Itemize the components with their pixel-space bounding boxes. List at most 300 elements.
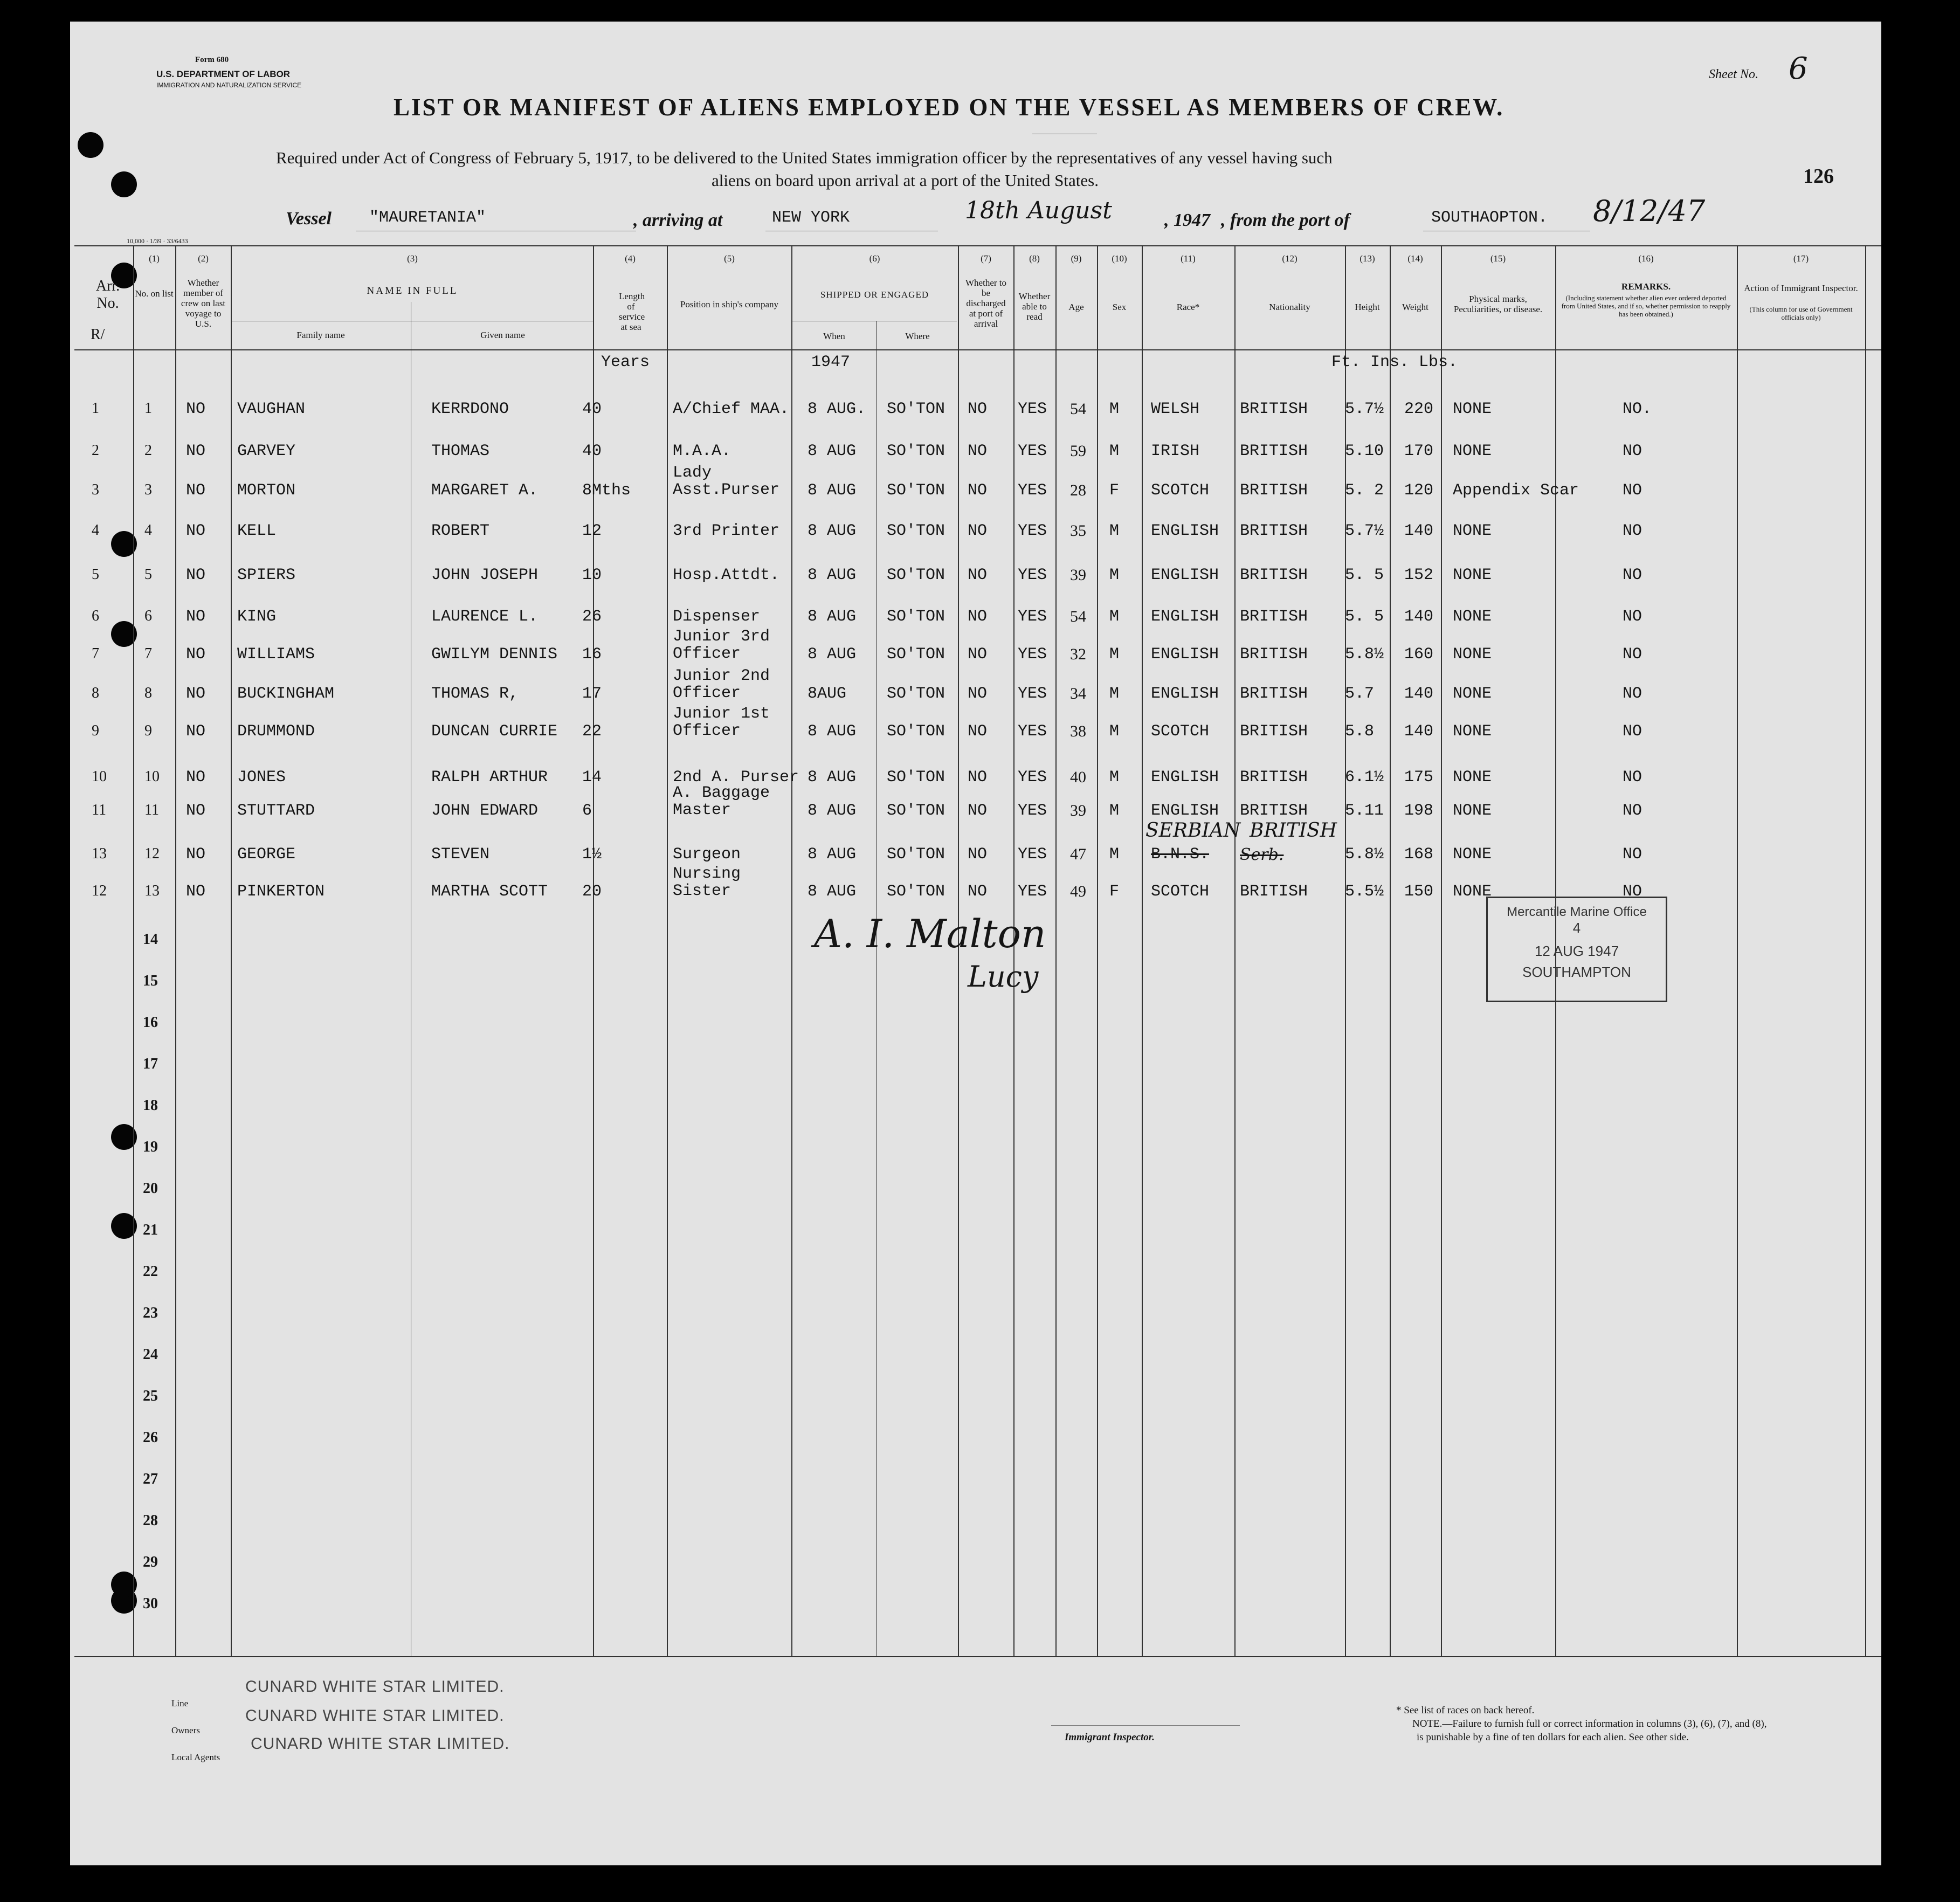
cell-race: SCOTCH: [1151, 883, 1210, 901]
cell-age: 34: [1070, 685, 1086, 702]
punch-hole: [111, 171, 137, 197]
header-arr-no: Arr. No.: [95, 278, 120, 312]
stamp-line-1: Mercantile Marine Office: [1507, 905, 1647, 919]
col-rule: [667, 245, 668, 1656]
cell-nat: BRITISH: [1240, 645, 1308, 664]
cell-given: KERRDONO: [431, 400, 509, 418]
header-c2-num: (2): [198, 253, 209, 264]
arriving-port: NEW YORK: [772, 209, 850, 227]
cell-marks: NONE: [1453, 768, 1492, 787]
subtitle-line-2: aliens on board upon arrival at a port of the United States.: [712, 171, 1099, 190]
cell-given: STEVEN: [431, 845, 490, 864]
cell-arr: 6: [92, 608, 99, 624]
header-c11-num: (11): [1181, 253, 1196, 264]
cell-age: 39: [1070, 566, 1086, 584]
cell-nat: BRITISH: [1240, 768, 1308, 787]
cell-no: 8: [144, 685, 152, 701]
cell-given: JOHN EDWARD: [431, 802, 539, 820]
cell-height: 5.7½: [1345, 522, 1384, 540]
cell-arr: 1: [92, 400, 99, 417]
arrival-date: 18th August: [965, 197, 1112, 224]
col-rule: [876, 321, 877, 1656]
cell-prev: NO: [186, 685, 206, 703]
cell-sex: M: [1109, 566, 1120, 584]
handwritten-date: 8/12/47: [1593, 194, 1706, 228]
cell-position: Junior 3rd Officer: [673, 628, 770, 663]
cell-given: ROBERT: [431, 522, 490, 540]
cell-age: 39: [1070, 802, 1086, 819]
cell-age: 54: [1070, 608, 1086, 625]
cell-marks: NONE: [1453, 722, 1492, 741]
cell-height: 5.5½: [1345, 883, 1384, 901]
cell-prev: NO: [186, 883, 206, 901]
agents-label: Local Agents: [171, 1752, 220, 1762]
col-rule: [175, 245, 176, 1656]
cell-where: SO'TON: [887, 883, 946, 901]
cell-where: SO'TON: [887, 522, 946, 540]
cell-weight: 140: [1404, 685, 1434, 703]
cell-when: 8 AUG: [808, 768, 857, 787]
cell-marks: NONE: [1453, 802, 1492, 820]
cell-no: 3: [144, 481, 152, 498]
punch-hole: [78, 132, 103, 158]
penalty-note-1: NOTE.—Failure to furnish full or correct information in columns (3), (6), (7), and (8),: [1412, 1718, 1767, 1729]
cell-height: 5.8: [1345, 722, 1375, 741]
header-c2: Whether member of crew on last voyage to U.S.: [181, 278, 226, 329]
cell-position: 3rd Printer: [673, 522, 780, 540]
cell-age: 28: [1070, 481, 1086, 499]
signature-sub: Lucy: [968, 960, 1039, 994]
cell-position: A. Baggage Master: [673, 784, 770, 819]
cell-discharge: NO: [968, 845, 988, 864]
row-number: 16: [143, 1014, 158, 1031]
cell-given: THOMAS: [431, 442, 490, 460]
cell-read: YES: [1018, 608, 1047, 626]
cell-position: 2nd A. Purser: [673, 768, 799, 787]
department: U.S. DEPARTMENT OF LABOR: [156, 69, 291, 79]
row-number: 25: [143, 1388, 158, 1404]
header-c6-where: Where: [905, 331, 930, 341]
col-rule: [1390, 245, 1391, 1656]
vessel-name: "MAURETANIA": [369, 209, 486, 227]
cell-weight: 140: [1404, 608, 1434, 626]
cell-arr: 2: [92, 442, 99, 459]
row-number: 22: [143, 1263, 158, 1280]
header-bottom-rule: [74, 349, 1881, 350]
page-number: 126: [1803, 165, 1834, 188]
cell-remarks: NO: [1623, 481, 1642, 500]
cell-given: MARTHA SCOTT: [431, 883, 548, 901]
cell-position: Dispenser: [673, 608, 761, 626]
cell-age: 38: [1070, 722, 1086, 740]
cell-age: 32: [1070, 645, 1086, 663]
vessel-label: Vessel: [286, 209, 332, 229]
page-title: LIST OR MANIFEST OF ALIENS EMPLOYED ON THE VESSEL AS MEMBERS OF CREW.: [394, 94, 1504, 121]
cell-sex: M: [1109, 442, 1120, 460]
cell-discharge: NO: [968, 608, 988, 626]
cell-read: YES: [1018, 522, 1047, 540]
unit-year: 1947: [811, 353, 851, 371]
cell-when: 8 AUG: [808, 481, 857, 500]
header-c6: SHIPPED OR ENGAGED: [820, 290, 929, 300]
cell-remarks: NO: [1623, 645, 1642, 664]
cell-service: 40: [582, 442, 602, 460]
cell-family: BUCKINGHAM: [237, 685, 335, 703]
cell-discharge: NO: [968, 522, 988, 540]
cell-race: ENGLISH: [1151, 685, 1219, 703]
signature: A. I. Malton: [814, 911, 1046, 956]
cell-given: LAURENCE L.: [431, 608, 539, 626]
cell-arr: 3: [92, 481, 99, 498]
cell-nat: BRITISH: [1240, 400, 1308, 418]
cell-height: 6.1½: [1345, 768, 1384, 787]
service: IMMIGRATION AND NATURALIZATION SERVICE: [156, 81, 302, 89]
cell-discharge: NO: [968, 400, 988, 418]
row-number: 19: [143, 1139, 158, 1155]
header-r: R/: [91, 326, 105, 343]
cell-given: RALPH ARTHUR: [431, 768, 548, 787]
header-c3-family: Family name: [296, 330, 345, 340]
cell-when: 8 AUG: [808, 608, 857, 626]
cell-when: 8 AUG: [808, 522, 857, 540]
row-number: 17: [143, 1056, 158, 1072]
header-c9: Age: [1068, 302, 1084, 312]
cell-family: WILLIAMS: [237, 645, 315, 664]
cell-where: SO'TON: [887, 845, 946, 864]
cell-marks: NONE: [1453, 845, 1492, 864]
cell-prev: NO: [186, 722, 206, 741]
cell-sex: M: [1109, 608, 1120, 626]
cell-family: KELL: [237, 522, 277, 540]
cell-given: GWILYM DENNIS: [431, 645, 558, 664]
line-value: CUNARD WHITE STAR LIMITED.: [245, 1678, 505, 1696]
cell-arr: 8: [92, 685, 99, 701]
cell-service: 14: [582, 768, 602, 787]
cell-when: 8 AUG: [808, 442, 857, 460]
cell-position: Junior 2nd Officer: [673, 667, 770, 702]
cell-sex: F: [1109, 481, 1120, 500]
col-rule: [1142, 245, 1143, 1656]
cell-discharge: NO: [968, 883, 988, 901]
header-c12: Nationality: [1269, 302, 1310, 312]
row-number: 18: [143, 1097, 158, 1114]
unit-years: Years: [601, 353, 650, 371]
header-c8-num: (8): [1029, 253, 1040, 264]
row-number: 29: [143, 1554, 158, 1570]
cell-service: 20: [582, 883, 602, 901]
cell-position: Junior 1st Officer: [673, 705, 770, 740]
stamp-line-4: SOUTHAMPTON: [1522, 964, 1631, 980]
cell-no: 1: [144, 400, 152, 417]
cell-arr: 12: [92, 883, 107, 899]
cell-remarks: NO.: [1623, 400, 1652, 418]
cell-height: 5. 5: [1345, 608, 1384, 626]
cell-nat: BRITISH: [1240, 608, 1308, 626]
cell-marks: NONE: [1453, 685, 1492, 703]
cell-race: ENGLISH: [1151, 608, 1219, 626]
cell-no: 10: [144, 768, 160, 785]
cell-given: THOMAS R,: [431, 685, 519, 703]
print-code: 10,000 · 1/39 · 33/6433: [127, 237, 188, 245]
cell-when: 8AUG: [808, 685, 847, 703]
owners-value: CUNARD WHITE STAR LIMITED.: [245, 1707, 505, 1725]
cell-read: YES: [1018, 442, 1047, 460]
row-number: 28: [143, 1512, 158, 1529]
cell-weight: 198: [1404, 802, 1434, 820]
cell-weight: 160: [1404, 645, 1434, 664]
from-port-label: , from the port of: [1221, 210, 1350, 230]
header-c1: No. on list: [135, 288, 174, 299]
cell-discharge: NO: [968, 685, 988, 703]
cell-read: YES: [1018, 802, 1047, 820]
col-rule: [1097, 245, 1098, 1656]
cell-arr: 7: [92, 645, 99, 662]
row-number: 27: [143, 1471, 158, 1487]
header-c4-num: (4): [625, 253, 636, 264]
cell-read: YES: [1018, 883, 1047, 901]
cell-age: 54: [1070, 400, 1086, 418]
cell-remarks: NO: [1623, 685, 1642, 703]
header-c10: Sex: [1112, 302, 1127, 312]
cell-when: 8 AUG: [808, 566, 857, 584]
cell-nat: BRITISH: [1240, 442, 1308, 460]
cell-height: 5.7½: [1345, 400, 1384, 418]
cell-race: ENGLISH: [1151, 522, 1219, 540]
cell-no: 2: [144, 442, 152, 459]
cell-nat: BRITISH: [1240, 722, 1308, 741]
header-c14: Weight: [1402, 302, 1428, 312]
cell-marks: NONE: [1453, 522, 1492, 540]
cell-discharge: NO: [968, 645, 988, 664]
line-label: Line: [171, 1698, 189, 1708]
cell-nat: BRITISH: [1240, 481, 1308, 500]
cell-service: 10: [582, 566, 602, 584]
cell-nat: BRITISH: [1240, 685, 1308, 703]
cell-sex: M: [1109, 845, 1120, 864]
row-number: 14: [143, 931, 158, 948]
cell-sex: M: [1109, 645, 1120, 664]
cell-nat: BRITISH: [1240, 566, 1308, 584]
cell-height: 5. 5: [1345, 566, 1384, 584]
cell-height: 5.10: [1345, 442, 1384, 460]
header-c13: Height: [1355, 302, 1380, 312]
cell-prev: NO: [186, 400, 206, 418]
cell-when: 8 AUG: [808, 845, 857, 864]
cell-age: 47: [1070, 845, 1086, 863]
cell-no: 6: [144, 608, 152, 624]
cell-family: JONES: [237, 768, 286, 787]
header-c6-num: (6): [869, 253, 880, 264]
cell-where: SO'TON: [887, 645, 946, 664]
cell-remarks: NO: [1623, 883, 1642, 901]
cell-read: YES: [1018, 400, 1047, 418]
cell-arr: 5: [92, 566, 99, 583]
inspector-signature-rule: [1051, 1725, 1240, 1726]
cell-given: MARGARET A.: [431, 481, 539, 500]
cell-service: 12: [582, 522, 602, 540]
cell-prev: NO: [186, 522, 206, 540]
cell-nat: Serb.: [1240, 845, 1284, 864]
cell-family: MORTON: [237, 481, 296, 500]
cell-weight: 150: [1404, 883, 1434, 901]
cell-where: SO'TON: [887, 768, 946, 787]
cell-prev: NO: [186, 768, 206, 787]
cell-prev: NO: [186, 566, 206, 584]
cell-family: GEORGE: [237, 845, 296, 864]
cell-service: 26: [582, 608, 602, 626]
header-c15-num: (15): [1490, 253, 1506, 264]
header-c17: Action of Immigrant Inspector.: [1744, 283, 1858, 293]
cell-where: SO'TON: [887, 566, 946, 584]
year-value: 1947: [1174, 210, 1210, 230]
cell-where: SO'TON: [887, 685, 946, 703]
agents-value: CUNARD WHITE STAR LIMITED.: [251, 1735, 510, 1753]
cell-height: 5.11: [1345, 802, 1384, 820]
cell-prev: NO: [186, 481, 206, 500]
nationality-correction: BRITISH: [1250, 819, 1337, 842]
subtitle-line-1: Required under Act of Congress of February 5, 1917, to be delivered to the United States immigration officer by the representatives of any vessel having such: [276, 148, 1333, 167]
cell-marks: Appendix Scar: [1453, 481, 1579, 500]
cell-remarks: NO: [1623, 845, 1642, 864]
header-c16-num: (16): [1638, 253, 1654, 264]
cell-height: 5.8½: [1345, 645, 1384, 664]
cell-weight: 140: [1404, 522, 1434, 540]
cell-remarks: NO: [1623, 566, 1642, 584]
cell-discharge: NO: [968, 442, 988, 460]
cell-when: 8 AUG.: [808, 400, 866, 418]
cell-where: SO'TON: [887, 722, 946, 741]
cell-service: 22: [582, 722, 602, 741]
cell-weight: 220: [1404, 400, 1434, 418]
cell-read: YES: [1018, 685, 1047, 703]
cell-race: ENGLISH: [1151, 768, 1219, 787]
cell-weight: 120: [1404, 481, 1434, 500]
form-number: Form 680: [195, 56, 229, 64]
cell-sex: M: [1109, 522, 1120, 540]
arrival-year: , 1947: [1164, 210, 1210, 230]
cell-service: 17: [582, 685, 602, 703]
cell-when: 8 AUG: [808, 802, 857, 820]
cell-height: 5. 2: [1345, 481, 1384, 500]
cell-age: 40: [1070, 768, 1086, 786]
header-c14-num: (14): [1407, 253, 1423, 264]
cell-no: 12: [144, 845, 160, 862]
cell-prev: NO: [186, 802, 206, 820]
cell-race: SCOTCH: [1151, 481, 1210, 500]
cell-remarks: NO: [1623, 722, 1642, 741]
header-c12-num: (12): [1282, 253, 1298, 264]
cell-weight: 168: [1404, 845, 1434, 864]
cell-where: SO'TON: [887, 608, 946, 626]
cell-sex: M: [1109, 400, 1120, 418]
cell-position: Surgeon: [673, 845, 741, 864]
row-number: 20: [143, 1180, 158, 1197]
cell-read: YES: [1018, 645, 1047, 664]
cell-service: 16: [582, 645, 602, 664]
col-rule: [1055, 245, 1057, 1656]
cell-family: DRUMMOND: [237, 722, 315, 741]
row-number: 26: [143, 1429, 158, 1446]
cell-arr: 13: [92, 845, 107, 862]
cell-race: WELSH: [1151, 400, 1200, 418]
col-rule: [1865, 245, 1866, 1656]
cell-race: IRISH: [1151, 442, 1200, 460]
cell-read: YES: [1018, 768, 1047, 787]
cell-remarks: NO: [1623, 802, 1642, 820]
cell-when: 8 AUG: [808, 645, 857, 664]
cell-family: SPIERS: [237, 566, 296, 584]
form-bottom-rule: [74, 1656, 1881, 1657]
cell-marks: NONE: [1453, 400, 1492, 418]
cell-height: 5.7: [1345, 685, 1375, 703]
cell-family: PINKERTON: [237, 883, 325, 901]
cell-marks: NONE: [1453, 883, 1492, 901]
header-c1-num: (1): [149, 253, 160, 264]
col-rule: [231, 245, 232, 1656]
cell-discharge: NO: [968, 566, 988, 584]
cell-discharge: NO: [968, 802, 988, 820]
cell-no: 4: [144, 522, 152, 539]
cell-given: DUNCAN CURRIE: [431, 722, 558, 741]
cell-weight: 175: [1404, 768, 1434, 787]
cell-remarks: NO: [1623, 442, 1642, 460]
immigrant-inspector-label: Immigrant Inspector.: [1065, 1732, 1155, 1743]
cell-family: STUTTARD: [237, 802, 315, 820]
cell-marks: NONE: [1453, 566, 1492, 584]
header-c9-num: (9): [1071, 253, 1082, 264]
table-top-rule: [74, 245, 1881, 246]
header-c8: Whether able to read: [1018, 291, 1051, 322]
header-c5: Position in ship's company: [680, 299, 779, 309]
header-c3-given: Given name: [480, 330, 525, 340]
col-rule: [1234, 245, 1236, 1656]
departure-port: SOUTHAOPTON.: [1431, 209, 1548, 227]
row-number: 24: [143, 1346, 158, 1363]
header-c16: REMARKS.: [1621, 281, 1671, 292]
cell-no: 11: [144, 802, 159, 818]
header-c4: Length of service at sea: [619, 291, 645, 332]
sheet-number: 6: [1789, 51, 1808, 86]
cell-race: ENGLISH: [1151, 645, 1219, 664]
col-rule: [1441, 245, 1442, 1656]
header-c17-num: (17): [1793, 253, 1809, 264]
cell-arr: 11: [92, 802, 106, 818]
cell-race: B.N.S.: [1151, 845, 1210, 864]
cell-when: 8 AUG: [808, 722, 857, 741]
cell-service: 40: [582, 400, 602, 418]
cell-remarks: NO: [1623, 522, 1642, 540]
cell-discharge: NO: [968, 768, 988, 787]
cell-sex: F: [1109, 883, 1120, 901]
cell-remarks: NO: [1623, 608, 1642, 626]
cell-weight: 140: [1404, 722, 1434, 741]
cell-read: YES: [1018, 845, 1047, 864]
cell-prev: NO: [186, 645, 206, 664]
cell-race: SCOTCH: [1151, 722, 1210, 741]
unit-height-weight: Ft. Ins. Lbs.: [1331, 353, 1458, 371]
cell-weight: 152: [1404, 566, 1434, 584]
mercantile-marine-stamp: [1486, 897, 1667, 1002]
header-c17-note: (This column for use of Government officials only): [1749, 305, 1853, 321]
cell-where: SO'TON: [887, 442, 946, 460]
cell-where: SO'TON: [887, 802, 946, 820]
cell-arr: 9: [92, 722, 99, 739]
header-c10-num: (10): [1112, 253, 1127, 264]
cell-where: SO'TON: [887, 400, 946, 418]
cell-nat: BRITISH: [1240, 883, 1308, 901]
cell-prev: NO: [186, 442, 206, 460]
cell-family: KING: [237, 608, 277, 626]
